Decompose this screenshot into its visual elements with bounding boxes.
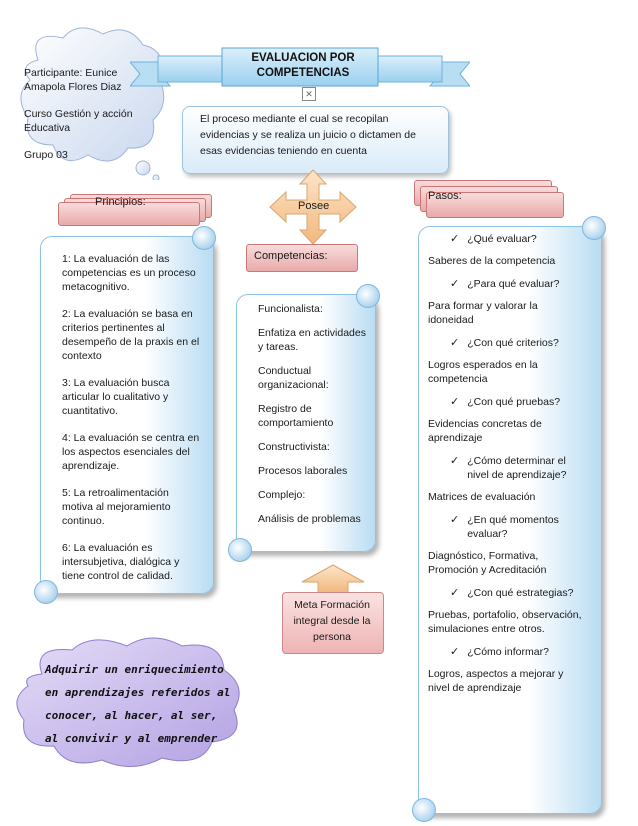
- up-arrow: [300, 564, 366, 594]
- checkmark-icon: ✓: [450, 233, 460, 245]
- list-item: Para formar y valorar la idoneidad: [428, 300, 538, 326]
- definition-text: El proceso mediante el cual se recopilan evidencias y se realiza un juicio o dictamen de esas evidencias teniendo en cuenta: [200, 113, 416, 157]
- list-item: Funcionalista:: [258, 303, 323, 315]
- list-item: Registro de comportamiento: [258, 403, 334, 429]
- competencias-label: Competencias:: [254, 250, 328, 262]
- list-item: 3: La evaluación busca articular lo cualitativo y cuantitativo.: [62, 377, 170, 417]
- list-item: 2: La evaluación se basa en criterios pertinentes al desempeño de la praxis en el contexto: [62, 308, 200, 362]
- pasos-label: Pasos:: [428, 190, 462, 202]
- list-item: Diagnóstico, Formativa, Promoción y Acreditación: [428, 550, 547, 576]
- checkmark-icon: ✓: [450, 514, 460, 526]
- list-item: ✓ ¿Cómo determinar el nivel de aprendizaje?: [450, 455, 567, 481]
- checkmark-icon: ✓: [450, 646, 460, 658]
- posee-label: Posee: [298, 200, 330, 212]
- list-item: Evidencias concretas de aprendizaje: [428, 418, 542, 444]
- title-line-1: EVALUACION POR: [251, 52, 355, 64]
- title-line-2: COMPETENCIAS: [256, 67, 350, 79]
- checkmark-icon: ✓: [450, 455, 460, 467]
- list-item: ✓ ¿Con qué criterios?: [450, 337, 559, 349]
- list-item: Procesos laborales: [258, 465, 348, 477]
- checkmark-icon: ✓: [450, 396, 460, 408]
- scroll-curl-bottom: [412, 798, 436, 822]
- list-item: Complejo:: [258, 489, 306, 501]
- list-item: Constructivista:: [258, 441, 330, 453]
- checkmark-icon: ✓: [450, 587, 460, 599]
- list-item: ✓ ¿En qué momentos evaluar?: [450, 514, 559, 540]
- list-item: 1: La evaluación de las competencias es un proceso metacognitivo.: [62, 253, 196, 293]
- goal-text: Adquirir un enriquecimiento en aprendizajes referidos al conocer, al hacer, al ser, al convivir y al emprender: [45, 663, 231, 745]
- list-item: Logros esperados en la competencia: [428, 359, 538, 385]
- list-item: Pruebas, portafolio, observación, simulaciones entre otros.: [428, 609, 582, 635]
- scroll-curl-top: [192, 226, 216, 250]
- list-item: ✓ ¿Con qué estrategias?: [450, 587, 574, 599]
- list-item: Matrices de evaluación: [428, 491, 536, 503]
- list-item: 4: La evaluación se centra en los aspectos esenciales del aprendizaje.: [62, 432, 200, 472]
- scroll-curl-bottom: [34, 580, 58, 604]
- list-item: ✓ ¿Cómo informar?: [450, 646, 549, 658]
- principios-list: [62, 252, 202, 596]
- checkmark-icon: ✓: [450, 337, 460, 349]
- list-item: Enfatiza en actividades y tareas.: [258, 327, 366, 353]
- list-item: Logros, aspectos a mejorar y nivel de aprendizaje: [428, 668, 564, 694]
- broken-image-icon: ✕: [302, 87, 316, 101]
- list-item: ✓ ¿Qué evaluar?: [450, 233, 537, 245]
- list-item: Conductual organizacional:: [258, 365, 329, 391]
- pasos-list: [428, 232, 586, 704]
- meta-text: Meta Formación integral desde la persona: [293, 599, 371, 643]
- list-item: Saberes de la competencia: [428, 255, 556, 267]
- list-item: Análisis de problemas: [258, 513, 361, 525]
- list-item: ✓ ¿Con qué pruebas?: [450, 396, 561, 408]
- list-item: 5: La retroalimentación motiva al mejoramiento continuo.: [62, 487, 171, 527]
- scroll-curl-bottom: [228, 538, 252, 562]
- page-title: [228, 51, 378, 81]
- course-name: Curso Gestión y acción Educativa: [24, 108, 133, 134]
- list-item: 6: La evaluación es intersubjetiva, dialógica y tiene control de calidad.: [62, 542, 180, 582]
- principios-label: Principios:: [95, 196, 146, 208]
- list-item: ✓ ¿Para qué evaluar?: [450, 278, 560, 290]
- checkmark-icon: ✓: [450, 278, 460, 290]
- participant-name: Participante: Eunice Amapola Flores Diaz: [24, 67, 122, 93]
- group-name: Grupo 03: [24, 149, 68, 161]
- competencias-list: [258, 302, 370, 536]
